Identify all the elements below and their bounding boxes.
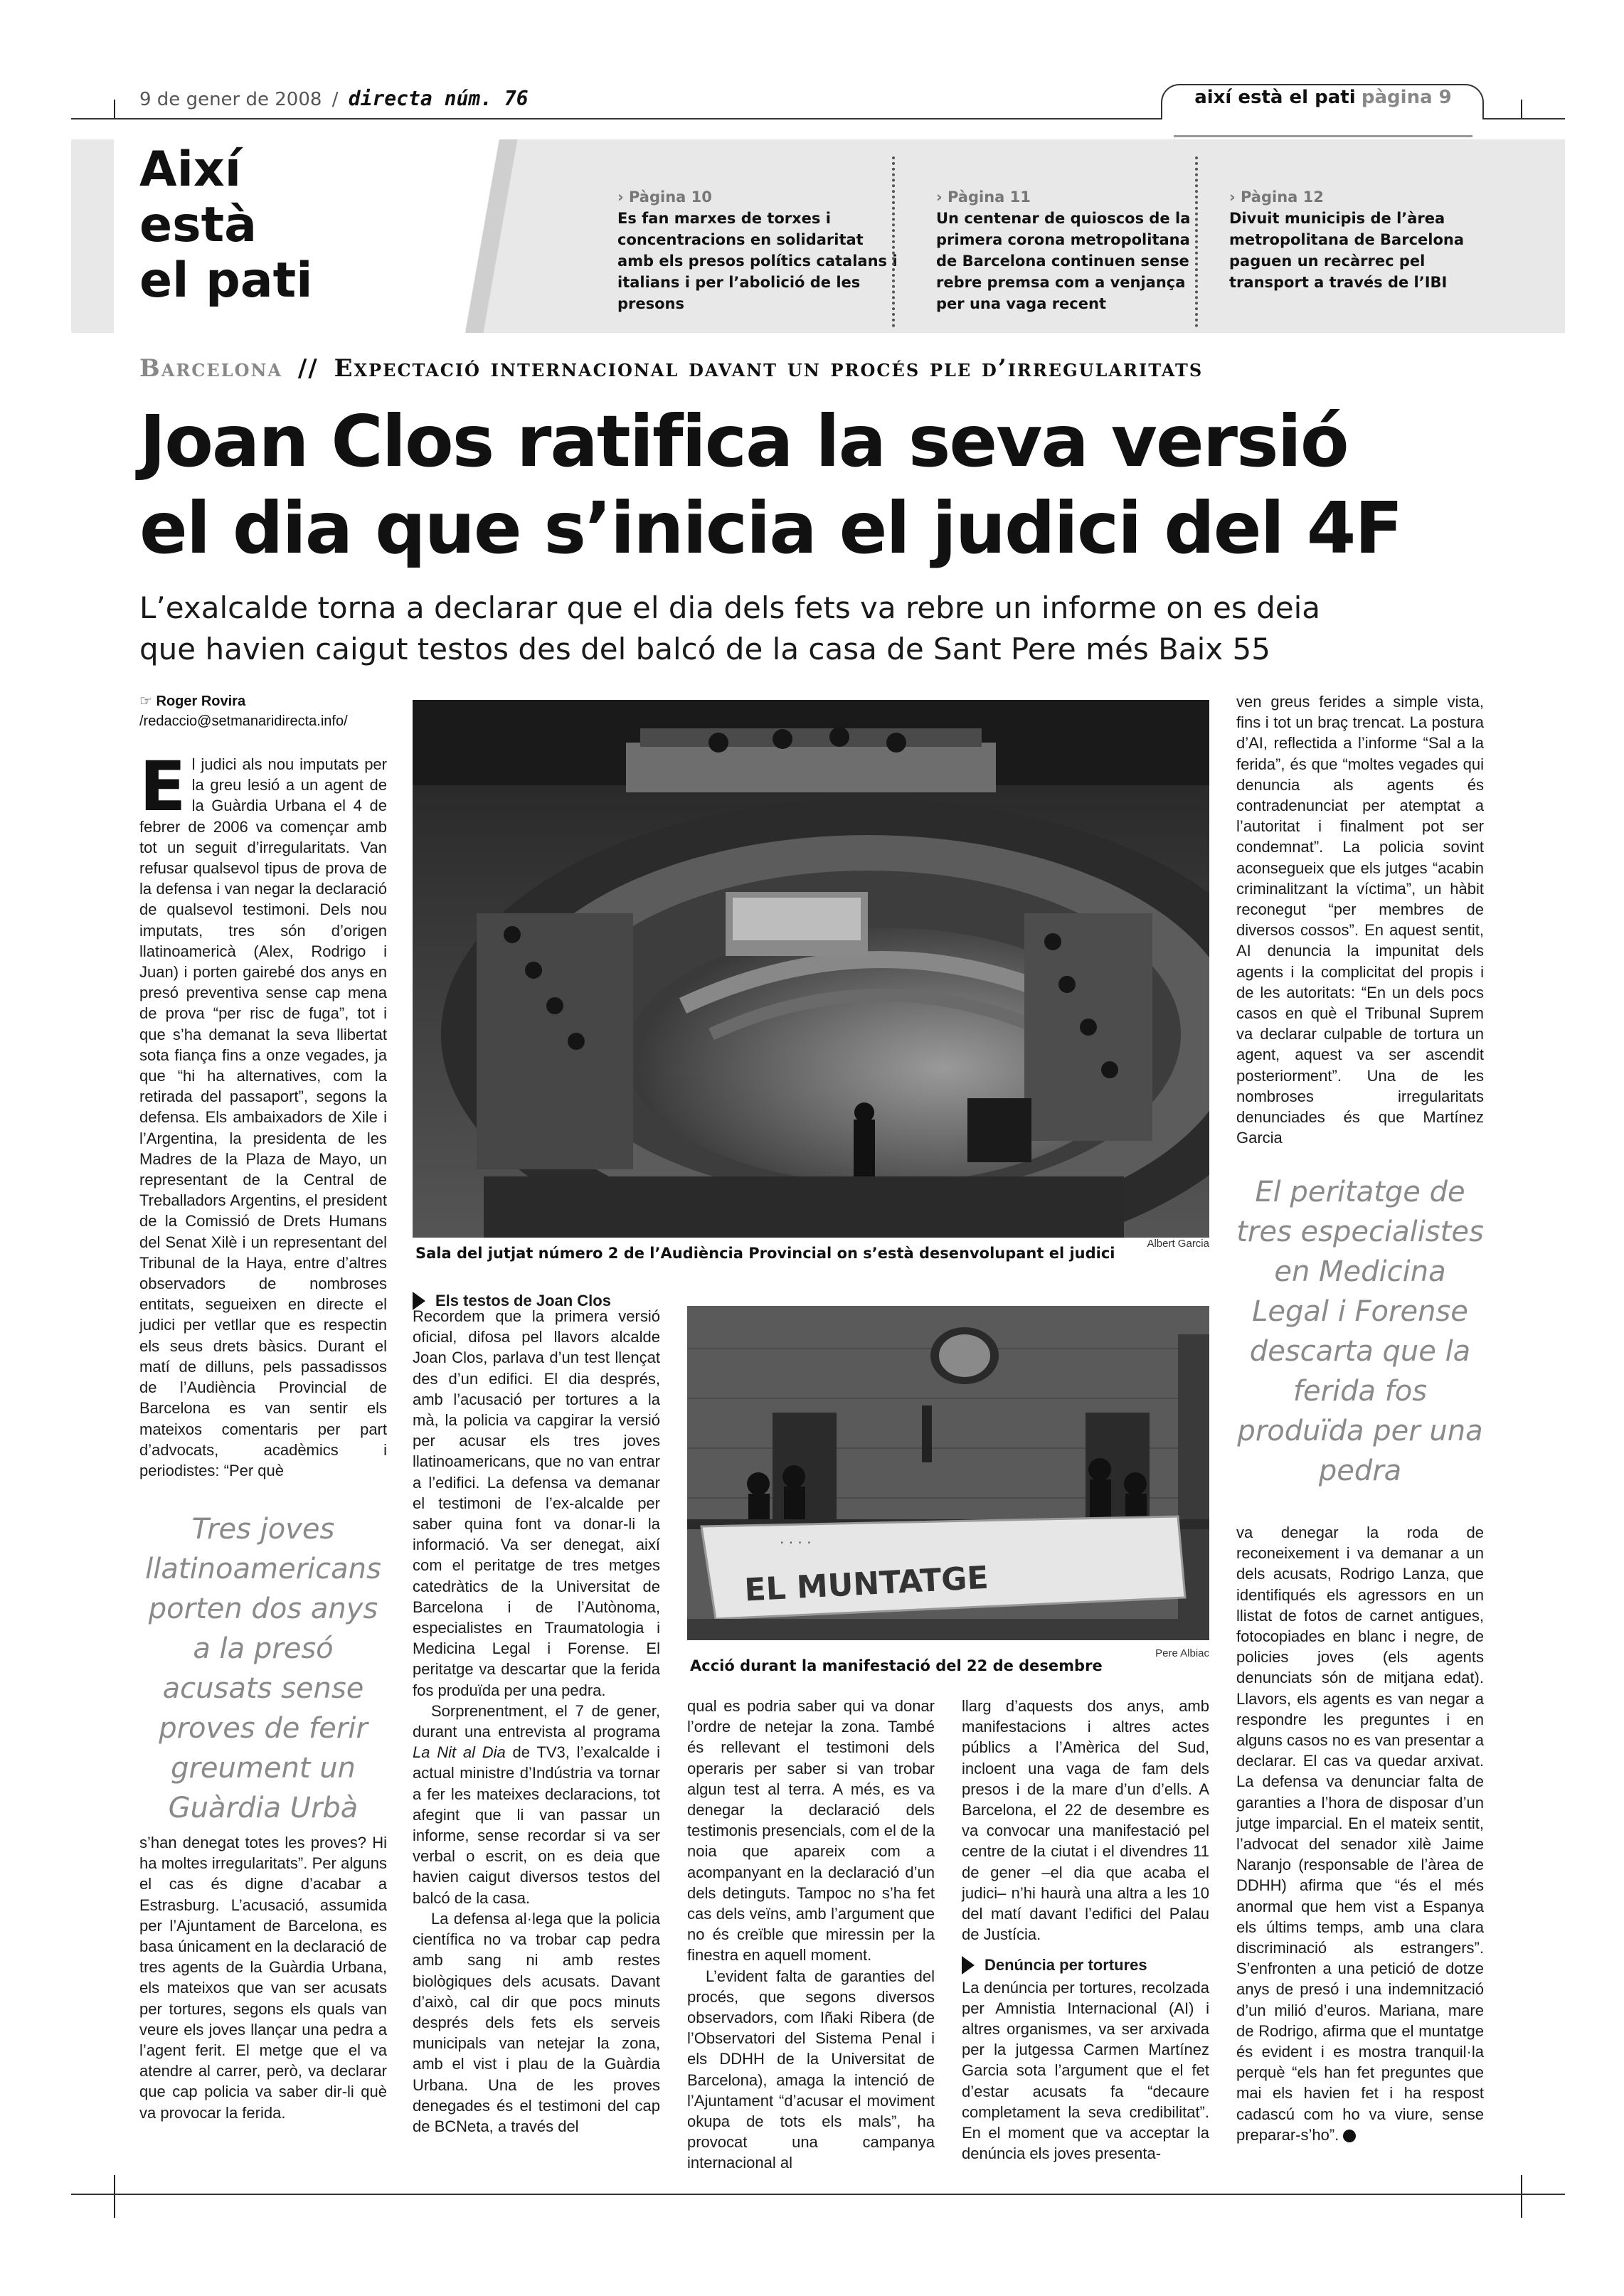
demonstration-photo: [687, 1306, 1209, 1640]
photo2-credit: Pere Albiac: [1155, 1647, 1209, 1659]
crop-mark: [114, 100, 115, 118]
col2-paragraph-2b: de TV3, l’exalcalde i actual ministre d’Indústria va tornar a fer les mateixes declaracions, tot afegint que li van passar un informe, sense recordar si va ser verbal o escrit, on es deia que havien caigut diversos testos del balcó de la casa.: [413, 1743, 660, 1907]
teaser-label: › Pàgina 10: [617, 188, 712, 206]
kicker-place: Barcelona: [139, 354, 283, 383]
headline-line2: el dia que s’inicia el judici del 4F: [139, 487, 1402, 570]
headline-line1: Joan Clos ratifica la seva versió: [139, 400, 1348, 483]
headline: [139, 398, 1534, 572]
teaser-separator: [892, 156, 895, 327]
author-name: Roger Rovira: [156, 693, 246, 709]
photo2-caption: Acció durant la manifestació del 22 de desembre: [690, 1657, 1103, 1674]
column-4: [962, 1696, 1209, 2164]
col5-paragraph-2: va denegar la roda de reconeixement i va demanar a un dels acusats, Rodrigo Lanza, que identifiqués els agressors en un llistat de fotos de carnet antigues, fotocopiades en blanc i negre, de policies joves (els agents denunciats són de mitjana edat). Llavors, els agents es van negar a respondre les preguntes i en alguns casos no es van presentar a declarar. El cas va quedar arxivat. La defensa va denunciar falta de garanties a l’hora de disposar d’un jutge imparcial. En el mateix sentit, l’advocat del senador xilè Jaime Naranjo (responsable de l’àrea de DDHH) afirma que “és el més anormal que hem vist a Espanya els últims temps, amb una clara discriminació als estrangers”. S’enfronten a una petició de dotze anys de presó i una indemnització d’un milió d’euros. Mariana, mare de Rodrigo, afirma que el muntatge és evident i es mostra tranquil·la perquè “els han fet preguntes que mai els havien fet i ha respost cadascú com ho va viure, sense preparar-s’ho”.: [1236, 1524, 1484, 2144]
triangle-bullet-icon: [962, 1956, 975, 1975]
teaser-text: Un centenar de quioscos de la primera corona metropolitana de Barcelona continuen sense rebre premsa com a venjança per una vaga recent: [936, 210, 1191, 312]
courtroom-image: [413, 700, 1209, 1238]
banner-top-gray-line: [1174, 135, 1472, 137]
column-1-top: [139, 747, 387, 1481]
col2-paragraph-1: Recordem que la primera versió oficial, difosa pel llavors alcalde Joan Clos, parlava d’un test llençat des d’un edifici. El dia després, amb l’acusació per tortures a la mà, la policia va capgirar la versió per acusar els tres joves llatinoamericans, que no van entrar a l’edifici. La defensa va demanar el testimoni de l’ex-alcalde per saber quina font va donar-li la informació. Va ser denegat, així com el peritatge de tres metges catedràtics de la Universitat de Barcelona i de l’Autònoma, especialistes en Traumatologia i Medicina Legal i Forense. El peritatge va descartar que la ferida fos produïda per una pedra.: [413, 1307, 660, 1699]
pull-quote-2: El peritatge de tres especialistes en Medicina Legal i Forense descarta que la ferida fos produïda per una pedra: [1236, 1176, 1484, 1487]
hand-pointer-icon: ☞: [139, 693, 152, 709]
teaser-separator: [1195, 156, 1198, 327]
crop-mark: [114, 2175, 115, 2218]
dropcap: E: [139, 747, 186, 827]
col4-paragraph-1: llarg d’aquests dos anys, amb manifestacions i altres actes públics a l’Amèrica del Sud, incloent una vaga de fam dels presos i de la mare d’un d’ells. A Barcelona, el 22 de desembre es va convocar una manifestació pel centre de la ciutat i el divendres 11 de gener –el dia que acaba el judici– n’hi haurà una altra a les 10 del matí davant l’edifici del Palau de Justícia.: [962, 1697, 1209, 1944]
column-2: [413, 1306, 660, 2137]
banner-title-line1: Així: [139, 142, 242, 198]
header-slash: /: [331, 89, 339, 110]
teaser-label: › Pàgina 11: [936, 188, 1031, 206]
crop-mark: [1521, 2175, 1522, 2218]
column-3: [687, 1696, 935, 2174]
photo1-caption: Sala del jutjat número 2 de l’Audiència Provincial on s’està desenvolupant el judici: [415, 1245, 1115, 1262]
col5-paragraph-1: ven greus ferides a simple vista, fins i tot un braç trencat. La postura d’AI, reflectida a l’informe “Sal a la ferida”, és que “moltes vegades qui denuncia als agents és contradenunciat per atemptat a l’autoritat i finalment pot ser condemnat”. La policia sovint aconsegueix que els jutges “acabin criminalitzant la víctima”, un hàbit reconegut “per membres de diversos cossos”. En aquest sentit, AI denuncia la impunitat dels agents i la complicitat del propis i de les autoritats: “En un dels pocs casos en què el Tribunal Suprem va declarar culpable de tortura un agent, aquest va ser ascendit posteriorment”. Una de les nombroses irregularitats denunciades és que Martínez Garcia: [1236, 693, 1484, 1147]
crop-mark: [1521, 100, 1522, 118]
teaser-page10[interactable]: [617, 186, 902, 314]
page-header: [139, 87, 529, 115]
col1-paragraph-2: s’han denegat totes les proves? Hi ha moltes irregularitats”. Per alguns el cas és digne d’acabar a Estrasburg. L’acusació, assumida per l’Ajuntament de Barcelona, es basa únicament en la declaració de tres agents de la Guàrdia Urbana, els mateixos que van ser acusats per tortures, segons els quals van veure els joves llançar una pedra a l’agent ferit. El metge que el va atendre al carrer, però, va declarar que cap policia va saber dir-li què va provocar la ferida.: [139, 1834, 387, 2122]
header-section: [1181, 87, 1465, 108]
teaser-page12[interactable]: [1229, 186, 1500, 293]
banner-small-text: · · · ·: [780, 1534, 812, 1551]
subheading-tortures-text: Denúncia per tortures: [985, 1956, 1147, 1975]
banner-slash-shadow: [462, 139, 519, 333]
column-5-bottom: [1236, 1522, 1484, 2145]
col4-paragraph-2: La denúncia per tortures, recolzada per Amnistia Internacional (AI) i altres organismes, va ser arxivada per la jutgessa Carmen Martínez Garcia sota l’argument que el fet d’estar acusats fa “decaure completament la seva credibilitat”. En el moment que va acceptar la denúncia els joves presenta-: [962, 1978, 1209, 2163]
header-issue: directa núm. 76: [348, 87, 529, 110]
author-email[interactable]: /redaccio@setmanaridirecta.info/: [139, 713, 348, 729]
teaser-text: Divuit municipis de l’àrea metropolitana de Barcelona paguen un recàrrec pel transport a través de l’IBI: [1229, 210, 1465, 291]
banner-title: [139, 142, 312, 309]
footer-rule: [71, 2194, 1565, 2195]
standfirst-line1: L’exalcalde torna a declarar que el dia dels fets va rebre un informe on es deia: [139, 590, 1321, 625]
col2-paragraph-3: La defensa al·lega que la policia científica no va trobar cap pedra amb sang ni amb restes biològiques dels acusats. Davant d’això, cal dir que pocs minuts després dels fets els serveis municipals van netejar la zona, amb el vist i plau de la Guàrdia Urbana. Una de les proves denegades és el testimoni del cap de BCNeta, a través del: [413, 1909, 660, 2135]
end-of-article-icon: [1343, 2130, 1356, 2142]
subheading-testos-text: Els testos de Joan Clos: [435, 1292, 611, 1309]
header-section-name: així està el pati: [1194, 87, 1356, 108]
header-page-label: pàgina 9: [1361, 87, 1452, 108]
teaser-text: Es fan marxes de torxes i concentracions en solidaritat amb els presos polítics catalans i italians i per l’abolició de les presons: [617, 210, 898, 312]
column-5-top: [1236, 691, 1484, 1148]
kicker: [139, 354, 1491, 383]
photo1-credit: Albert Garcia: [1147, 1238, 1209, 1250]
banner-title-line2: està: [139, 197, 257, 253]
col2-paragraph-2a: Sorprenentment, el 7 de gener, durant una entrevista al programa: [413, 1701, 660, 1741]
pull-quote-1: Tres joves llatinoamericans porten dos anys a la presó acusats sense proves de ferir greument un Guàrdia Urbà: [145, 1513, 381, 1824]
col1-paragraph-1: l judici als nou imputats per la greu lesió a un agent de la Guàrdia Urbana el 4 de febrer de 2006 va començar amb tot un seguit d’irregularitats. Van refusar qualsevol tipus de prova de la defensa i van negar la declaració de qualsevol testimoni. Dels nou imputats, tres són d’origen llatinoamericà (Alex, Rodrigo i Juan) i porten gairebé dos anys en presó preventiva sense cap mena de prova “per risc de fuga”, tot i que s’ha demanat la seva llibertat sota fiança fins a onze vegades, ja que “hi ha alternatives, com la retirada del passaport”, segons la defensa. Els ambaixadors de Xile i l’Argentina, la presidenta de les Madres de la Plaza de Mayo, un representant de la Central de Treballadors Argentins, el president de la Comissió de Drets Humans del Senat Xilè i un representant del Tribunal de la Haya, entre d’altres observadors de nombroses entitats, segueixen en directe el judici per vetllar que es respectin els seus drets bàsics. Durant el matí de dilluns, pels passadissos de l’Audiència Provincial de Barcelona es van sentir els mateixos comentaris per part d’advocats, acadèmics i periodistes: “Per què: [139, 755, 387, 1479]
col3-paragraph-2: L’evident falta de garanties del procés, que segons diversos observadors, com Iñaki Ribera (de l’Observatori del Sistema Penal i els DDHH de la Universitat de Barcelona), amaga la intenció de l’Ajuntament “d’acusar el moviment okupa de tots els mals”, ha provocat una campanya internacional al: [687, 1967, 935, 2172]
standfirst: [139, 588, 1534, 670]
teaser-page11[interactable]: [936, 186, 1192, 314]
banner-title-line3: el pati: [139, 253, 313, 309]
subheading-tortures: [962, 1955, 1209, 1975]
protest-banner-text: EL MUNTATGE: [743, 1559, 989, 1609]
demonstration-image: [687, 1306, 1209, 1640]
byline: [139, 691, 410, 731]
standfirst-line2: que havien caigut testos des del balcó de la casa de Sant Pere més Baix 55: [139, 632, 1270, 666]
teaser-label: › Pàgina 12: [1229, 188, 1324, 206]
col3-paragraph-1: qual es podria saber qui va donar l’ordre de netejar la zona. També és rellevant el testimoni dels operaris per saber si van trobar algun test al terra. A més, es va denegar la declaració dels testimonis presencials, com el de la noia que apareix com a acompanyant en la declaració d’un dels detinguts. Tampoc no s’ha fet cas dels veïns, amb l’argument que no és creïble que miressin per la finestra en aquell moment.: [687, 1697, 935, 1965]
header-date: 9 de gener de 2008: [139, 89, 322, 110]
tv-program-name: La Nit al Dia: [413, 1743, 506, 1762]
courtroom-photo: [413, 700, 1209, 1238]
kicker-text: Expectació internacional davant un procés ple d’irregularitats: [334, 354, 1204, 383]
kicker-separator: //: [297, 354, 319, 383]
column-1-bottom: [139, 1832, 387, 2123]
